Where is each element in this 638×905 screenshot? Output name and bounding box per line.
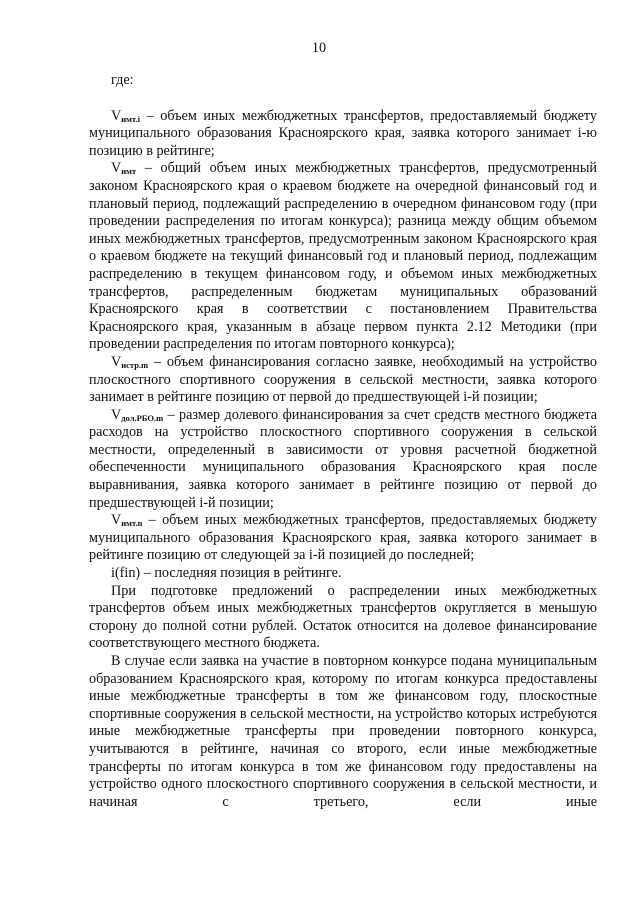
definition-text: – объем финансирования согласно заявке, необходимый на устройство плоскостного спортивного сооружения в сельской местности, заявка которого занимает в рейтинге позицию от первой до предшествующей i-й позиции; [89,353,597,406]
definition-i-fin [89,565,597,583]
definition-text: – объем иных межбюджетных трансфертов, предоставляемых бюджету муниципального образования Красноярского края, заявка которого занимает в рейтинге позицию от следующей за i-й позицией до последней; [89,512,597,564]
definition-text: – размер долевого финансирования за счет средств местного бюджета расходов на устройство плоскостного спортивного сооружения в сельской местности, определенный в зависимости от уровня расчетной бюджетной обеспеченности муниципального образования Красноярского края после выравнивания, заявка которого занимает в рейтинге позицию от первой до предшествующей i-й позиции; [89,406,597,511]
definition-text: – последняя позиция в рейтинге. [140,565,342,582]
definition-text: – объем иных межбюджетных трансфертов, предоставляемый бюджету муниципального образования Красноярского края, заявка которого занимает i-ю позицию в рейтинге; [89,107,597,159]
variable-symbol: i(fin) [111,565,141,582]
page-number: 10 [311,40,327,56]
paragraph-rounding: При подготовке предложений о распределении иных межбюджетных трансфертов объем иных межбюджетных трансфертов округляется в меньшую сторону до полной сотни рублей. Остаток относится на долевое финансирование соответствующего местного бюджета. [89,582,597,652]
definition-v-dol-rbo-m [89,407,597,513]
document-body [89,72,597,811]
definition-v-imt [89,160,597,354]
definition-v-imt-n [89,512,597,565]
intro-label: где: [111,72,134,88]
variable-symbol: $V_{имт}$ [111,160,137,177]
variable-symbol: $V_{дол.РБО.m}$ [111,406,164,423]
definition-v-imt-i [89,108,597,161]
definition-v-istr-m [89,354,597,407]
variable-symbol: $V_{истр.m}$ [111,353,149,370]
variable-symbol: $V_{имт.i}$ [111,107,140,124]
variable-symbol: $V_{имт.n}$ [111,512,143,529]
definition-text: – общий объем иных межбюджетных трансфертов, предусмотренный законом Красноярского края о краевом бюджете на очередной финансовый год и плановый период, подлежащий распределению в очередном финансовом году (при проведении распределения по итогам конкурса); разница между общим объемом иных межбюджетных трансфертов, предусмотренным законом Красноярского края о краевом бюджете на текущий финансовый год и плановый период, подлежащим распределению в текущем финансовом году, и объемом иных межбюджетных трансфертов, распределенным бюджетам муниципальных образований Красноярского края в соответствии с постановлением Правительства Красноярского края, указанным в абзаце первом пункта 2.12 Методики (при проведении распределения по итогам повторного конкурса); [89,160,597,353]
paragraph-repeat-contest: В случае если заявка на участие в повторном конкурсе подана муниципальным образованием Красноярского края, которому по итогам конкурса предоставлены иные межбюджетные трансферты в том же финансовом году, плоскостные спортивные сооружения в сельской местности, на устройство которых истребуются иные межбюджетные трансферты при проведении повторного конкурса, учитываются в рейтинге, начиная со второго, если иные межбюджетные трансферты по итогам конкурса в том же финансовом году предоставлены на устройство одного плоскостного спортивного сооружения в сельской местности, и начиная с третьего, если иные [89,653,597,810]
